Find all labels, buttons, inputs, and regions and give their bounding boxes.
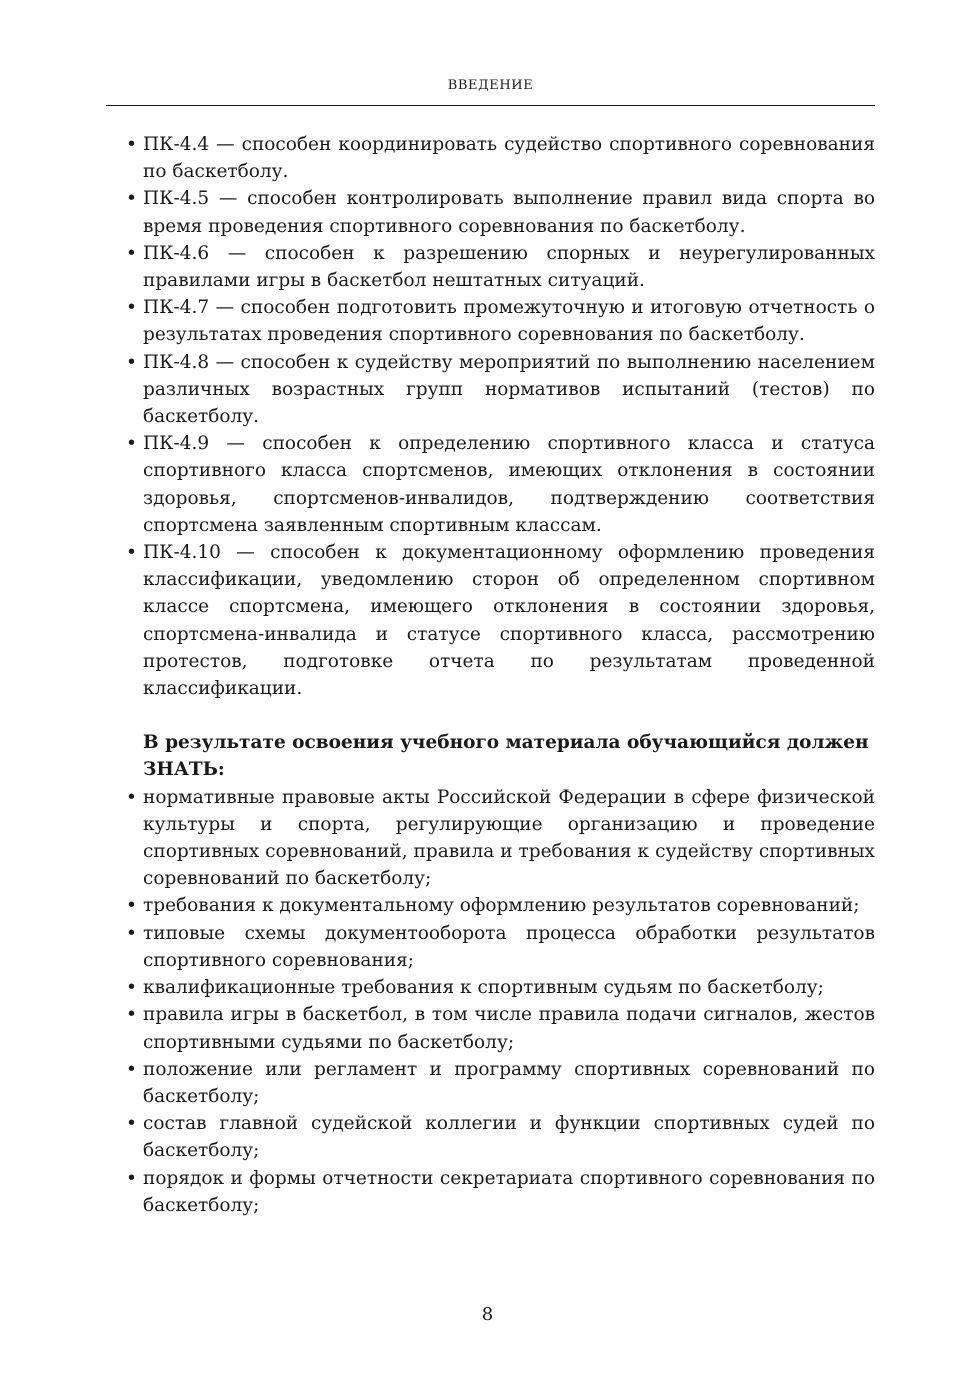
knowledge-text: состав главной судейской коллегии и функции спортивных судей по баскетболу;	[143, 1113, 875, 1162]
list-item	[126, 349, 875, 431]
running-head: ВВЕДЕНИЕ	[447, 78, 534, 93]
bullet-icon: •	[126, 134, 137, 155]
bullet-icon: •	[126, 1004, 137, 1026]
list-item	[126, 1110, 875, 1164]
competency-text: ПК-4.8 — способен к судейству мероприятий по выполнению населением различных возрастных групп нормативов испытаний (тестов) по баскетболу.	[143, 351, 875, 428]
bullet-icon: •	[126, 242, 137, 264]
knowledge-text: положение или регламент и программу спортивных соревнований по баскетболу;	[143, 1058, 875, 1107]
knowledge-text: требования к документальному оформлению результатов соревнований;	[143, 895, 860, 917]
list-item	[126, 1165, 875, 1219]
competency-text: ПК-4.6 — способен к разрешению спорных и неурегулированных правилами игры в баскетбол нештатных ситуаций.	[143, 242, 875, 292]
competency-text: ПК-4.5 — способен контролировать выполнение правил вида спорта во время проведения спортивного соревнования по баскетболу.	[143, 188, 875, 237]
bullet-icon: •	[126, 786, 137, 808]
knowledge-text: правила игры в баскетбол, в том числе правила подачи сигналов, жестов спортивными судьями по баскетболу;	[143, 1004, 875, 1053]
competency-text: ПК-4.7 — способен подготовить промежуточную и итоговую отчетность о результатах проведения спортивного соревнования по баскетболу.	[143, 297, 875, 346]
bullet-icon: •	[126, 977, 137, 999]
competency-text: ПК-4.4 — способен координировать судейство спортивного соревнования по баскетболу.	[143, 134, 875, 183]
competency-text: ПК-4.9 — способен к определению спортивного класса и статуса спортивного класса спортсменов, имеющих отклонения в состоянии здоровья, спортсменов-инвалидов, подтверждению соответствия спортсмена заявленным спортивным классам.	[143, 433, 875, 536]
list-item	[126, 240, 875, 294]
list-item	[126, 1001, 875, 1055]
bullet-icon: •	[126, 1058, 137, 1080]
bullet-icon: •	[126, 1167, 137, 1189]
list-item	[126, 131, 875, 185]
bullet-icon: •	[126, 1113, 137, 1135]
knowledge-text: нормативные правовые акты Российской Федерации в сфере физической культуры и спорта, регулирующие организацию и проведение спортивных соревнований, правила и требования к судейству спортивных соревнований по баскетболу;	[143, 786, 875, 890]
bullet-icon: •	[126, 895, 137, 917]
bullet-icon: •	[126, 188, 137, 210]
competency-text: ПК-4.10 — способен к документационному оформлению проведения классификации, уведомлению сторон об определенном спортивном классе спортсмена, имеющего отклонения в состоянии здоровья, спортсмена-инвалида и статусе спортивного класса, рассмотрению протестов, подготовке отчета по результатам проведенной классификации.	[143, 542, 875, 700]
page-number: 8	[481, 1304, 494, 1325]
header-divider	[106, 105, 875, 106]
bullet-icon: •	[126, 922, 137, 944]
knowledge-text: типовые схемы документооборота процесса обработки результатов спортивного соревнования;	[143, 922, 875, 971]
bullet-icon: •	[126, 542, 137, 564]
list-item	[126, 430, 875, 539]
competency-list	[126, 131, 875, 702]
bullet-icon: •	[126, 433, 137, 455]
knowledge-heading: В результате освоения учебного материала обучающийся должен ЗНАТЬ:	[143, 732, 869, 781]
list-item	[126, 294, 875, 348]
list-item	[126, 920, 875, 974]
knowledge-list	[126, 784, 875, 1219]
list-item	[126, 1056, 875, 1110]
list-item	[126, 892, 875, 919]
knowledge-text: квалификационные требования к спортивным судьям по баскетболу;	[143, 977, 824, 999]
list-item	[126, 784, 875, 893]
list-item	[126, 974, 875, 1001]
bullet-icon: •	[126, 297, 137, 319]
knowledge-text: порядок и формы отчетности секретариата спортивного соревнования по баскетболу;	[143, 1167, 875, 1216]
list-item	[126, 185, 875, 239]
bullet-icon: •	[126, 351, 137, 373]
page-body	[126, 131, 875, 1219]
list-item	[126, 539, 875, 702]
